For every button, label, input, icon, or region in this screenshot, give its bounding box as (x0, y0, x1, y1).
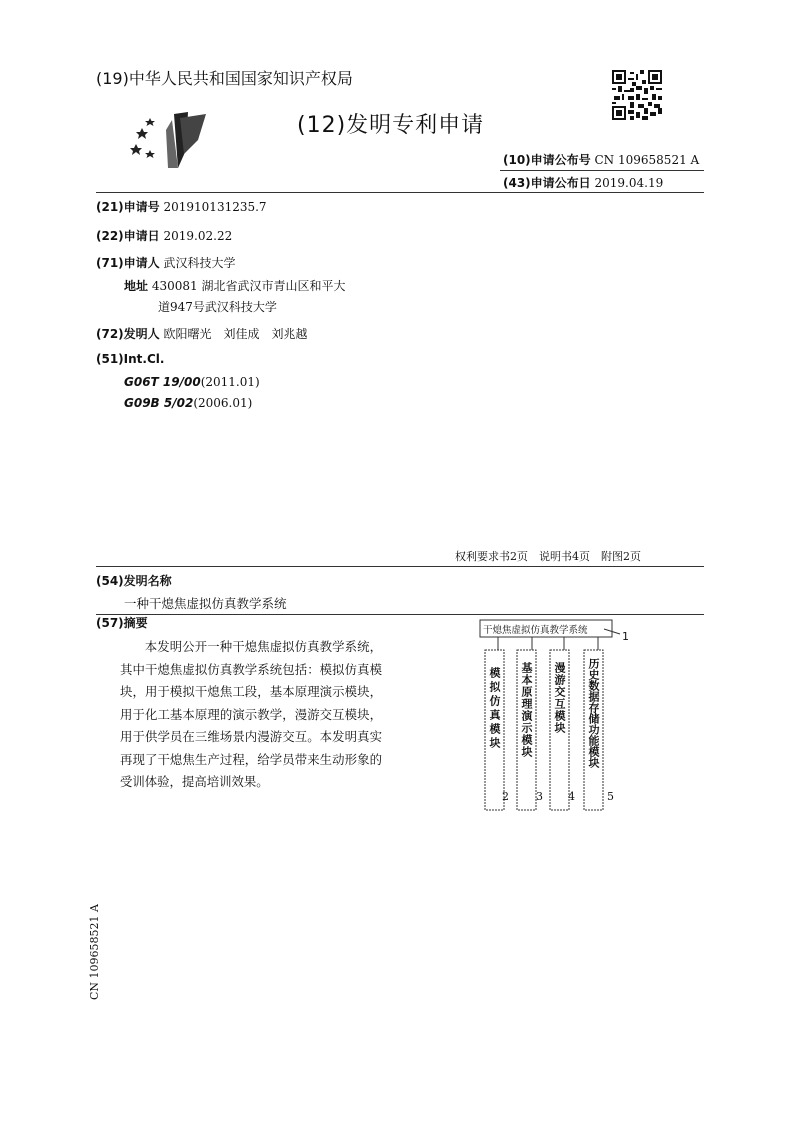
ipc-class-1 (124, 375, 260, 389)
application-number-value: 201910131235.7 (163, 200, 267, 214)
application-date-label: (22)申请日 (96, 229, 160, 243)
address-line2: 道947号武汉科技大学 (158, 300, 277, 314)
publication-date-value: 2019.04.19 (594, 176, 664, 190)
ipc-class-1-code: G06T 19/00 (124, 375, 201, 389)
application-date (96, 227, 232, 244)
ref-3: 3 (536, 790, 543, 803)
figure-refs (470, 790, 670, 810)
ipc-class-2 (124, 396, 252, 410)
module-label-3: 漫游交互模块 (553, 662, 566, 734)
address-line1: 430081 湖北省武汉市青山区和平大 (151, 279, 346, 293)
abstract-figure (470, 612, 670, 812)
application-date-value: 2019.02.22 (163, 229, 233, 243)
ipc-class-1-date: (2011.01) (200, 375, 260, 389)
int-cl-label: (51)Int.Cl. (96, 352, 165, 366)
publication-date-label: (43)申请公布日 (503, 176, 591, 190)
ref-5: 5 (607, 790, 614, 803)
title-label: (54)发明名称 (96, 574, 172, 588)
publication-number-value: CN 109658521 A (594, 153, 700, 167)
issuing-office: (19)中华人民共和国国家知识产权局 (96, 69, 353, 88)
applicant (96, 254, 236, 271)
side-publication-code: CN 109658521 A (88, 904, 101, 1000)
address (124, 277, 345, 294)
inventors-label: (72)发明人 (96, 327, 160, 341)
inventors-value: 欧阳曙光 刘佳成 刘兆越 (163, 327, 308, 341)
applicant-label: (71)申请人 (96, 256, 160, 270)
publication-number-label: (10)申请公布号 (503, 153, 591, 167)
publication-date (503, 174, 663, 191)
module-label-2: 基本原理演示模块 (520, 662, 533, 758)
module-label-4: 历史数据存储功能模块 (587, 658, 600, 768)
applicant-value: 武汉科技大学 (163, 256, 236, 270)
application-number (96, 198, 267, 215)
ipc-class-2-code: G09B 5/02 (124, 396, 194, 410)
abstract-label: (57)摘要 (96, 616, 148, 630)
abstract-text: 本发明公开一种干熄焦虚拟仿真教学系统，其中干熄焦虚拟仿真教学系统包括：模拟仿真模块，用于模拟干熄焦工段，基本原理演示模块，用于化工基本原理的演示教学，漫游交互模块，用于供学员在三维场景内漫游交互。本发明真实再现了干熄焦生产过程，给学员带来生动形象的受训体验，提高培训效果。 (120, 639, 382, 789)
publication-number (503, 151, 699, 168)
document-type: (12)发明专利申请 (297, 113, 485, 138)
system-box-label: 干熄焦虚拟仿真教学系统 (483, 625, 588, 636)
page-counts: 权利要求书2页 说明书4页 附图2页 (455, 550, 641, 563)
module-label-1: 模拟仿真模块 (488, 667, 501, 751)
ipc-class-2-date: (2006.01) (193, 396, 253, 410)
cnipa-logo (128, 110, 212, 170)
application-number-label: (21)申请号 (96, 200, 160, 214)
qr-code (612, 70, 662, 120)
ref-2: 2 (502, 790, 509, 803)
invention-title: 一种干熄焦虚拟仿真教学系统 (124, 596, 287, 611)
address-label: 地址 (124, 279, 149, 293)
inventors (96, 325, 308, 342)
ref-1: 1 (622, 630, 629, 643)
ref-4: 4 (568, 790, 575, 803)
